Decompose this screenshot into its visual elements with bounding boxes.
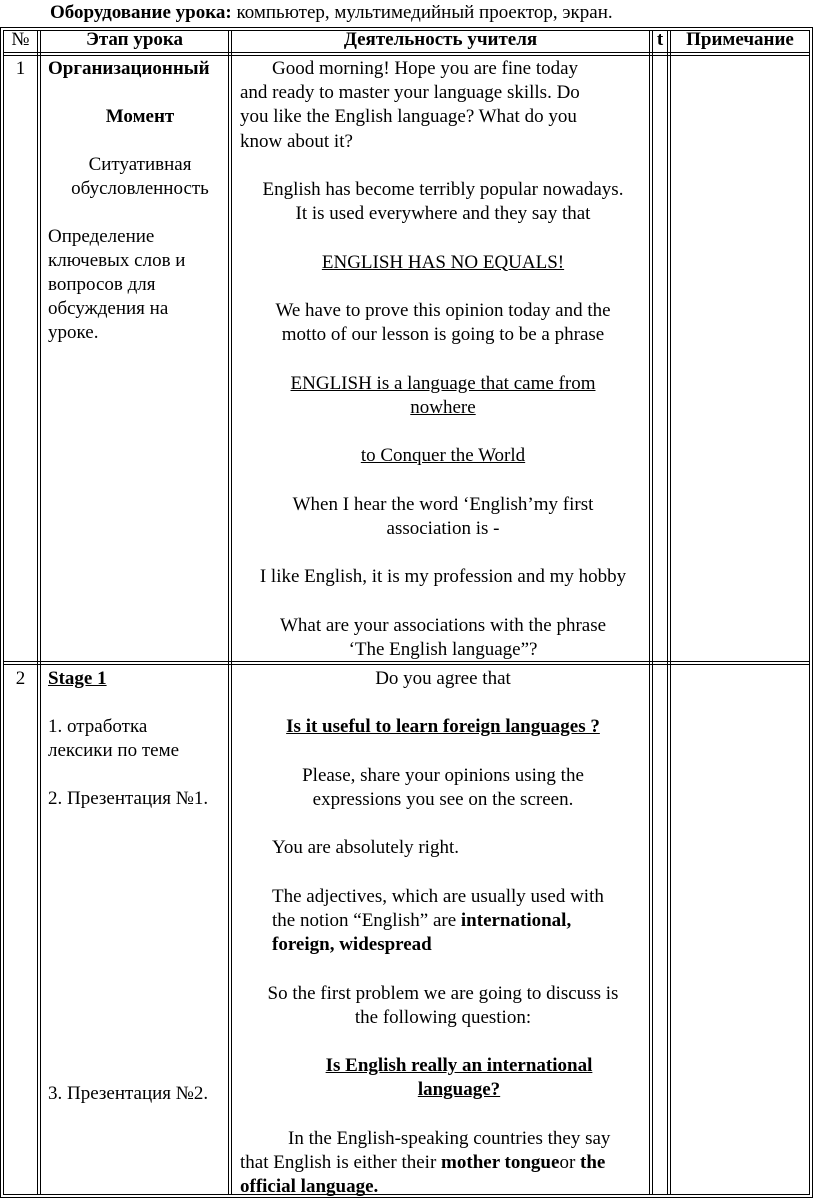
row-2-time <box>653 667 667 1187</box>
row-1-stage-sub1b: обусловленность <box>71 178 209 199</box>
row-1-teacher-line: ‘The English language”? <box>348 638 538 660</box>
row-1-teacher-line: you like the English language? What do you <box>240 106 577 128</box>
row-2-stage-item-3 <box>48 1082 232 1106</box>
table-border-left-outer <box>0 27 1 1198</box>
row-1-teacher-line: nowhere <box>410 396 476 418</box>
row-1-note <box>671 57 809 657</box>
row-2-teacher-question-2: Is English really an international <box>325 1055 593 1076</box>
row-2-teacher-question-block <box>240 1054 646 1199</box>
row-1-teacher-line: It is used everywhere and they say that <box>295 203 591 225</box>
row-2-teacher-line: Do you agree that <box>375 668 511 689</box>
row-2-teacher-bold: foreign, widespread <box>272 934 432 956</box>
row-1-teacher-line: ENGLISH HAS NO EQUALS! <box>321 251 565 273</box>
row-2-stage-item: 3. Презентация №2. <box>48 1083 209 1104</box>
row-1-teacher-line: and ready to master your language skills. Do <box>240 82 580 104</box>
row-2-teacher-line: You are absolutely right. <box>272 837 459 859</box>
row-1-stage-sub2d: обсуждения на <box>48 298 169 319</box>
row-2-teacher <box>240 667 646 1030</box>
row-1-teacher-line: motto of our lesson is going to be a phrase <box>281 324 605 346</box>
table-border-right-inner <box>809 30 810 1195</box>
row-1-stage-sub2c: вопросов для <box>48 274 156 295</box>
row-sep-1-b <box>3 664 810 665</box>
col-header-note: Примечание <box>686 29 794 50</box>
row-1-stage <box>48 57 232 345</box>
row-2-teacher-line: Please, share your opinions using the <box>302 764 584 786</box>
row-1-teacher-line: We have to prove this opinion today and the <box>275 299 611 321</box>
row-1-teacher-line: When I hear the word ‘English’my first <box>292 493 594 515</box>
row-2-teacher-line: In the English-speaking countries they say <box>288 1127 611 1149</box>
row-1-stage-title-2: Момент <box>105 106 175 127</box>
row-1-teacher-line: I like English, it is my profession and my hobby <box>259 566 627 588</box>
col-header-time: t <box>656 29 664 50</box>
row-2-stage-item: 1. отработка <box>48 716 148 737</box>
row-2-stage <box>48 667 232 811</box>
table-border-left-inner <box>3 30 4 1195</box>
row-2-teacher-question-1: Is it useful to learn foreign languages ? <box>286 716 600 738</box>
row-1-teacher-line: Good morning! Hope you are fine today <box>272 58 579 79</box>
row-2-teacher-line: that English is either their <box>240 1151 442 1173</box>
row-1-stage-sub2b: ключевых слов и <box>48 250 186 271</box>
row-1-number: 1 <box>15 58 26 79</box>
row-1-stage-sub1a: Ситуативная <box>88 154 192 175</box>
row-1-teacher <box>240 57 646 662</box>
row-1-teacher-line: association is - <box>386 517 500 539</box>
row-2-teacher-line: the notion “English” are <box>272 909 461 931</box>
row-1-stage-sub2e: уроке. <box>48 322 99 343</box>
equipment-text: компьютер, мультимедийный проектор, экран. <box>231 2 613 23</box>
table-border-right-outer <box>812 27 813 1198</box>
row-1-teacher-line: ENGLISH is a language that came from <box>290 372 596 394</box>
row-1-teacher-line: What are your associations with the phrase <box>279 614 607 636</box>
row-2-teacher-bold: mother tongue <box>441 1151 560 1173</box>
row-2-teacher-bold: official language. <box>240 1176 379 1197</box>
row-1-time <box>653 57 667 657</box>
row-2-teacher-line: the following question: <box>354 1006 532 1028</box>
row-2-stage-item: лексики по теме <box>48 740 180 761</box>
col-sep-1a <box>37 30 38 1195</box>
col-sep-4a <box>667 30 668 1195</box>
col-sep-1b <box>40 30 41 1195</box>
row-2-number: 2 <box>15 668 26 689</box>
row-2-stage-item: 2. Презентация №1. <box>48 788 209 809</box>
col-sep-3a <box>649 30 650 1195</box>
row-2-teacher-bold: international, <box>460 909 572 931</box>
row-sep-header-b <box>3 55 810 56</box>
row-1-teacher-line: to Conquer the World <box>360 445 526 467</box>
row-2-teacher-question-2: language? <box>417 1079 501 1101</box>
equipment-label: Оборудование урока: <box>50 2 232 23</box>
row-sep-header-a <box>3 52 810 53</box>
row-2-note <box>671 667 809 1187</box>
row-2-teacher-line: or <box>559 1151 581 1173</box>
col-header-stage: Этап урока <box>85 29 184 50</box>
row-2-teacher-bold: the <box>580 1151 606 1173</box>
row-2-teacher-line: So the first problem we are going to discuss is <box>267 982 619 1004</box>
col-header-number: № <box>11 29 30 50</box>
col-header-teacher: Деятельность учителя <box>343 29 538 50</box>
row-1-stage-sub2a: Определение <box>48 226 155 247</box>
row-2-stage-title: Stage 1 <box>48 668 107 689</box>
row-1-teacher-line: English has become terribly popular nowadays. <box>262 179 624 200</box>
row-2-teacher-line: expressions you see on the screen. <box>312 788 574 810</box>
row-1-stage-title: Организационный <box>48 58 210 79</box>
row-1-teacher-line: know about it? <box>240 130 353 152</box>
row-2-teacher-line: The adjectives, which are usually used with <box>272 885 604 907</box>
